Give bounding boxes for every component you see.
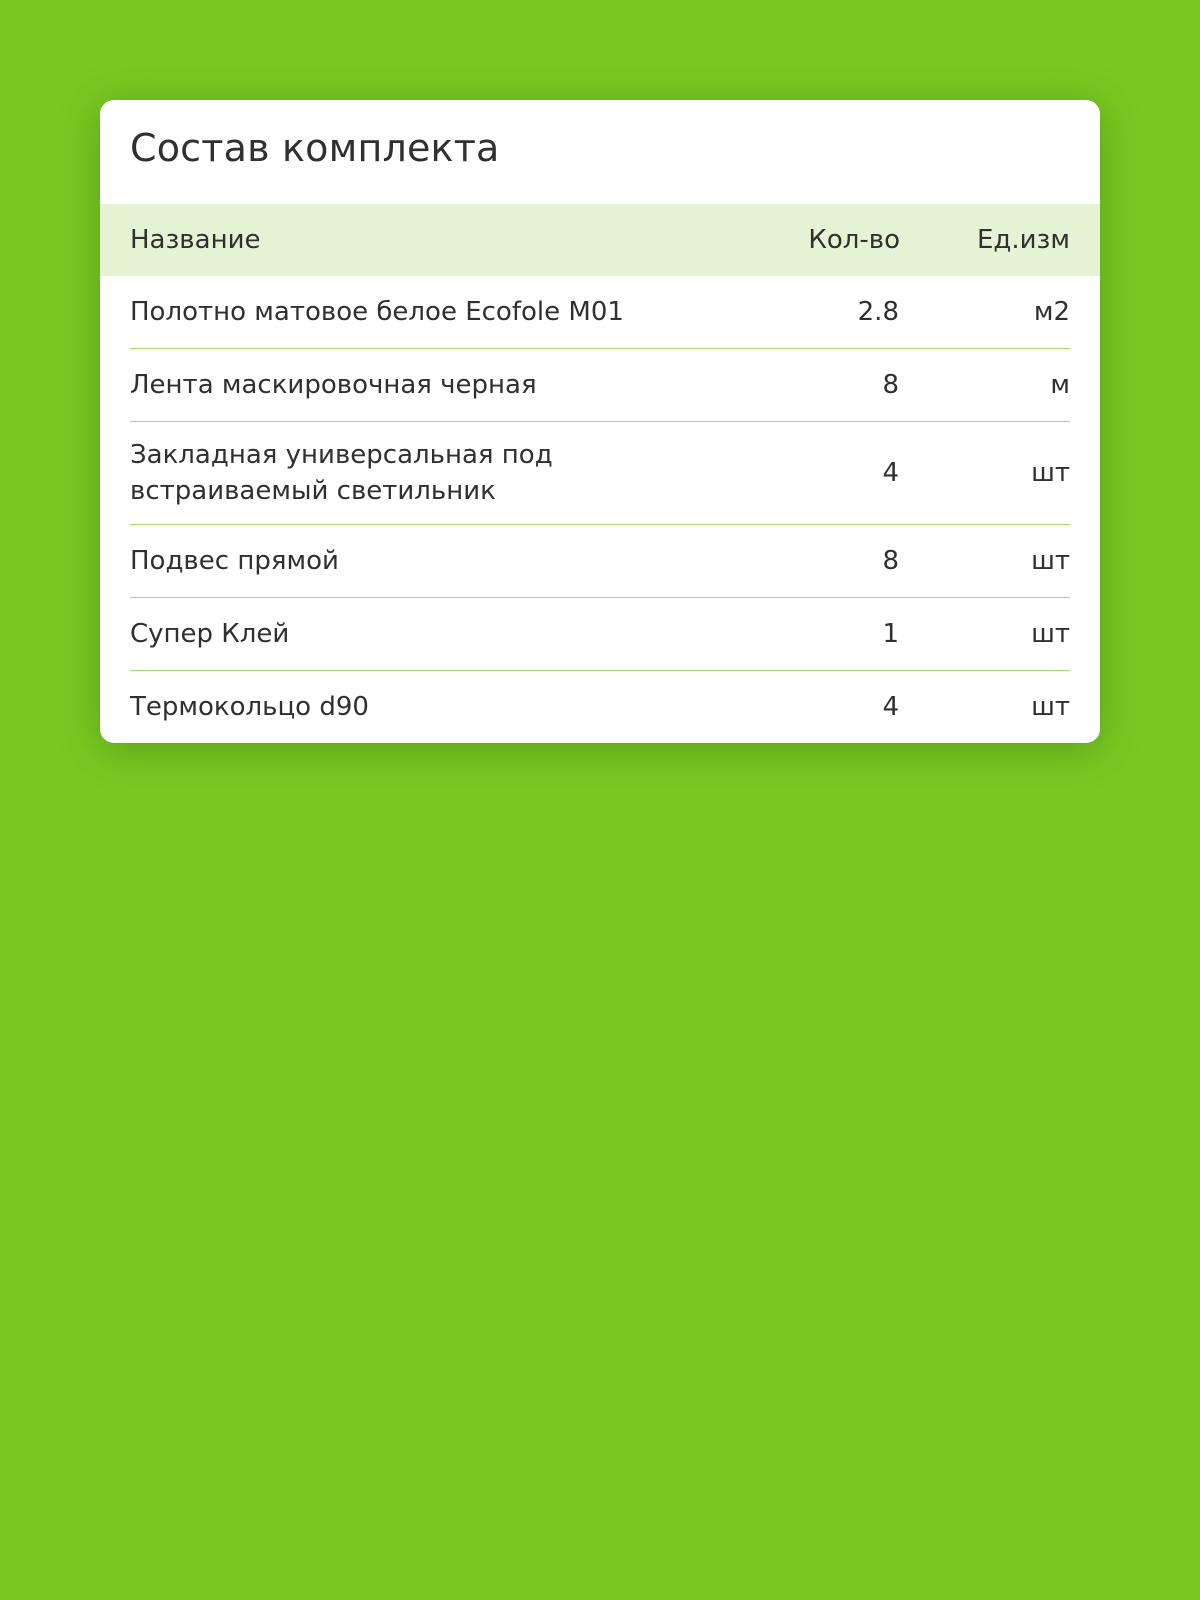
column-header-qty: Кол-во [808, 225, 900, 255]
table-row [100, 598, 1100, 670]
item-name: Закладная универсальная под встраиваемый светильник [130, 440, 553, 506]
item-qty: 2.8 [857, 297, 899, 327]
table-row [100, 422, 1100, 524]
kit-contents-table [100, 204, 1100, 743]
item-name: Лента маскировочная черная [130, 370, 537, 400]
table-row [100, 349, 1100, 421]
card-title: Состав комплекта [130, 126, 500, 170]
table-row [100, 671, 1100, 743]
table-header-row [100, 204, 1100, 276]
table-row [100, 525, 1100, 597]
item-name: Термокольцо d90 [130, 692, 369, 722]
item-qty: 8 [882, 546, 899, 576]
item-qty: 4 [882, 458, 899, 488]
item-qty: 8 [882, 370, 899, 400]
item-name: Супер Клей [130, 619, 290, 649]
item-name: Подвес прямой [130, 546, 339, 576]
item-unit: шт [1031, 546, 1070, 576]
item-qty: 4 [882, 692, 899, 722]
item-unit: шт [1031, 458, 1070, 488]
item-name: Полотно матовое белое Ecofole M01 [130, 297, 624, 327]
column-header-name: Название [130, 225, 261, 255]
item-unit: шт [1031, 692, 1070, 722]
item-unit: шт [1031, 619, 1070, 649]
item-unit: м [1050, 370, 1070, 400]
table-row [100, 276, 1100, 348]
item-unit: м2 [1033, 297, 1070, 327]
item-qty: 1 [882, 619, 899, 649]
kit-contents-card [100, 100, 1100, 743]
column-header-unit: Ед.изм [976, 225, 1070, 255]
